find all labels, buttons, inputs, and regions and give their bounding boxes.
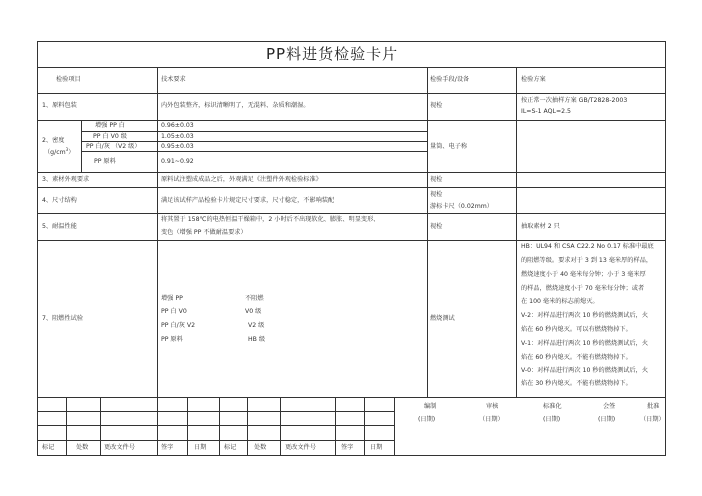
- line-r2c-bottom: [81, 151, 428, 152]
- signoff-countersign-label: 会签: [603, 403, 616, 410]
- rev-label-docno-2: 更改文件号: [285, 444, 316, 451]
- col-method-left: [427, 67, 428, 398]
- header-requirement: 技术要求: [161, 76, 186, 83]
- r2-method: 量筒、电子称: [430, 143, 468, 150]
- r7-plan-line: 焰在 60 秒内熄灭。可以有燃烧物掉下。: [521, 326, 632, 333]
- r1-requirement: 内外包装整齐，标识清晰明了，无混料、杂质和潮湿。: [161, 102, 310, 109]
- r4-item: 4、尺寸结构: [42, 197, 77, 204]
- r1-method: 视检: [430, 102, 443, 109]
- r1-item: 1、原料包装: [42, 102, 77, 109]
- line-header-bottom: [37, 93, 666, 94]
- r7-plan-line: V-0：对样品进行两次 10 秒的燃烧测试后，火: [521, 367, 649, 374]
- line-r1-bottom: [37, 120, 666, 121]
- rev-label-sign-2: 签字: [341, 444, 354, 451]
- r2-unit-sup: 3: [65, 146, 69, 152]
- r7-plan-line: 焰在 60 秒内熄灭。不能有燃烧物掉下。: [521, 354, 632, 361]
- r2-sub2-value: 1.05±0.03: [161, 133, 194, 140]
- border-bottom: [37, 455, 666, 456]
- rev-label-docno: 更改文件号: [104, 444, 135, 451]
- border-right: [665, 41, 666, 456]
- signoff-review-date: （日期）: [479, 416, 504, 423]
- r7-grade2-name: PP 白 V0: [161, 308, 187, 315]
- rev-col-2: [100, 397, 101, 456]
- r7-plan-line: V-1：对样品进行两次 10 秒的燃烧测试后，火: [521, 340, 649, 347]
- rev-label-sign: 签字: [161, 444, 174, 451]
- r2-unit-a: （g/cm: [44, 149, 66, 156]
- rev-col-5: [219, 397, 220, 456]
- signoff-approve-date: （日期）: [640, 416, 665, 423]
- line-r7-bottom: [37, 397, 666, 398]
- r2-item-line1: 2、密度: [42, 137, 65, 144]
- r7-plan-line: 的样品，燃烧速度小于 70 毫米每分钟；或者: [521, 285, 645, 292]
- signoff-review-label: 审核: [486, 403, 499, 410]
- signoff-standard-date: (日期): [543, 416, 561, 423]
- line-rev1-bottom: [37, 411, 395, 412]
- r7-grade1-name: 增强 PP: [161, 295, 183, 302]
- r2-sub2-name: PP 白 V0 级: [93, 133, 127, 140]
- signoff-compile-date: (日期): [418, 416, 436, 423]
- r2-sub4-name: PP 原料: [94, 158, 116, 165]
- header-plan: 检验方案: [521, 76, 546, 83]
- rev-label-count: 处数: [76, 444, 89, 451]
- r4-method-line2: 游标卡尺（0.02mm）: [430, 203, 493, 210]
- line-r2a-bottom: [81, 131, 428, 132]
- r7-grade3-name: PP 白/灰 V2: [161, 322, 196, 329]
- r2-sub3-value: 0.95±0.03: [161, 143, 194, 150]
- r2-item-line2: [44, 146, 75, 157]
- r5-requirement-line2: 变色（增强 PP 不做耐温要求）: [161, 229, 247, 236]
- r1-plan-line2: IL=S-1 AQL=2.5: [521, 108, 571, 115]
- header-method: 检验手段/设备: [430, 76, 470, 83]
- header-item: 检验项目: [56, 76, 81, 83]
- r5-item: 5、耐温性能: [42, 223, 77, 230]
- r7-grade4-name: PP 原料: [161, 336, 183, 343]
- line-r2b-bottom: [81, 141, 428, 142]
- r7-grade4-value: HB 级: [248, 336, 266, 343]
- r4-method-line1: 视检: [430, 191, 443, 198]
- r7-plan-line: 的阻燃等级。要求对于 3 到 13 毫米厚的样品，: [521, 257, 653, 264]
- r7-method: 燃烧测试: [430, 315, 455, 322]
- line-title-bottom: [37, 67, 666, 68]
- line-r5-bottom: [37, 240, 666, 241]
- rev-label-date-2: 日期: [370, 444, 383, 451]
- line-r4-bottom: [37, 213, 666, 214]
- r7-grade2-value: V0 级: [245, 308, 262, 315]
- col-item-right: [157, 67, 158, 398]
- col-density-sub: [81, 120, 82, 173]
- r5-method: 视检: [430, 223, 443, 230]
- rev-label-count-2: 处数: [254, 444, 267, 451]
- r5-plan: 抽取素材 2 只: [521, 223, 560, 230]
- rev-col-6: [247, 397, 248, 456]
- line-r3-bottom: [37, 187, 666, 188]
- r2-sub1-name: 增强 PP 白: [95, 122, 125, 129]
- r2-unit-b: ）: [68, 149, 75, 156]
- signoff-compile-label: 编制: [424, 403, 437, 410]
- r3-requirement: 原料试注塑成成品之后，外观满足《注塑件外观检验标准》: [161, 176, 322, 183]
- r2-sub4-value: 0.91~0.92: [161, 158, 194, 165]
- rev-col-3: [157, 397, 158, 456]
- r7-plan-line: V-2：对样品进行两次 10 秒的燃烧测试后，火: [521, 312, 649, 319]
- r1-plan-line1: 按正常一次抽样方案 GB/T2828-2003: [521, 97, 628, 104]
- r3-method: 视检: [430, 176, 443, 183]
- signoff-countersign-date: (日期): [598, 416, 616, 423]
- rev-col-7: [280, 397, 281, 456]
- r5-requirement-line1: 将其置于 158℃的电热恒温干燥箱中，2 小时后不出现软化、膨胀、明显变形、: [161, 216, 380, 223]
- r2-sub3-name: PP 白/灰 （V2 级）: [86, 143, 141, 150]
- border-left: [37, 41, 38, 456]
- col-plan-left: [516, 67, 517, 398]
- r7-plan-line: 焰在 30 秒内熄灭。不能有燃烧物掉下。: [521, 380, 632, 387]
- border-top: [37, 41, 666, 42]
- line-r2-bottom: [37, 172, 666, 173]
- r7-plan-line: 在 100 毫米的标志前熄灭。: [521, 298, 599, 305]
- r7-grade3-value: V2 级: [248, 322, 265, 329]
- line-rev2-bottom: [37, 425, 395, 426]
- rev-col-1: [66, 397, 67, 456]
- signoff-standard-label: 标准化: [543, 403, 562, 410]
- page-title: PP料进货检验卡片: [266, 45, 399, 63]
- r7-item: 7、阻燃性试验: [42, 315, 84, 322]
- r7-grade1-value: 不阻燃: [245, 295, 264, 302]
- r2-sub1-value: 0.96±0.03: [161, 122, 194, 129]
- rev-col-8: [335, 397, 336, 456]
- rev-label-date: 日期: [194, 444, 207, 451]
- line-rev3-bottom: [37, 440, 395, 441]
- rev-col-9: [364, 397, 365, 456]
- rev-label-mark: 标记: [42, 444, 55, 451]
- r3-item: 3、素材外观要求: [42, 176, 90, 183]
- r4-requirement: 满足该试样产品检验卡片规定尺寸要求，尺寸稳定，不影响装配: [161, 197, 335, 204]
- rev-col-10: [394, 397, 395, 456]
- rev-label-mark-2: 标记: [224, 444, 237, 451]
- r7-plan-line: HB：UL94 和 CSA C22.2 No 0.17 标准中最底: [521, 243, 654, 250]
- signoff-approve-label: 批准: [647, 403, 660, 410]
- r7-plan-line: 燃烧速度小于 40 毫米每分钟；小于 3 毫米厚: [521, 271, 646, 278]
- rev-col-4: [187, 397, 188, 456]
